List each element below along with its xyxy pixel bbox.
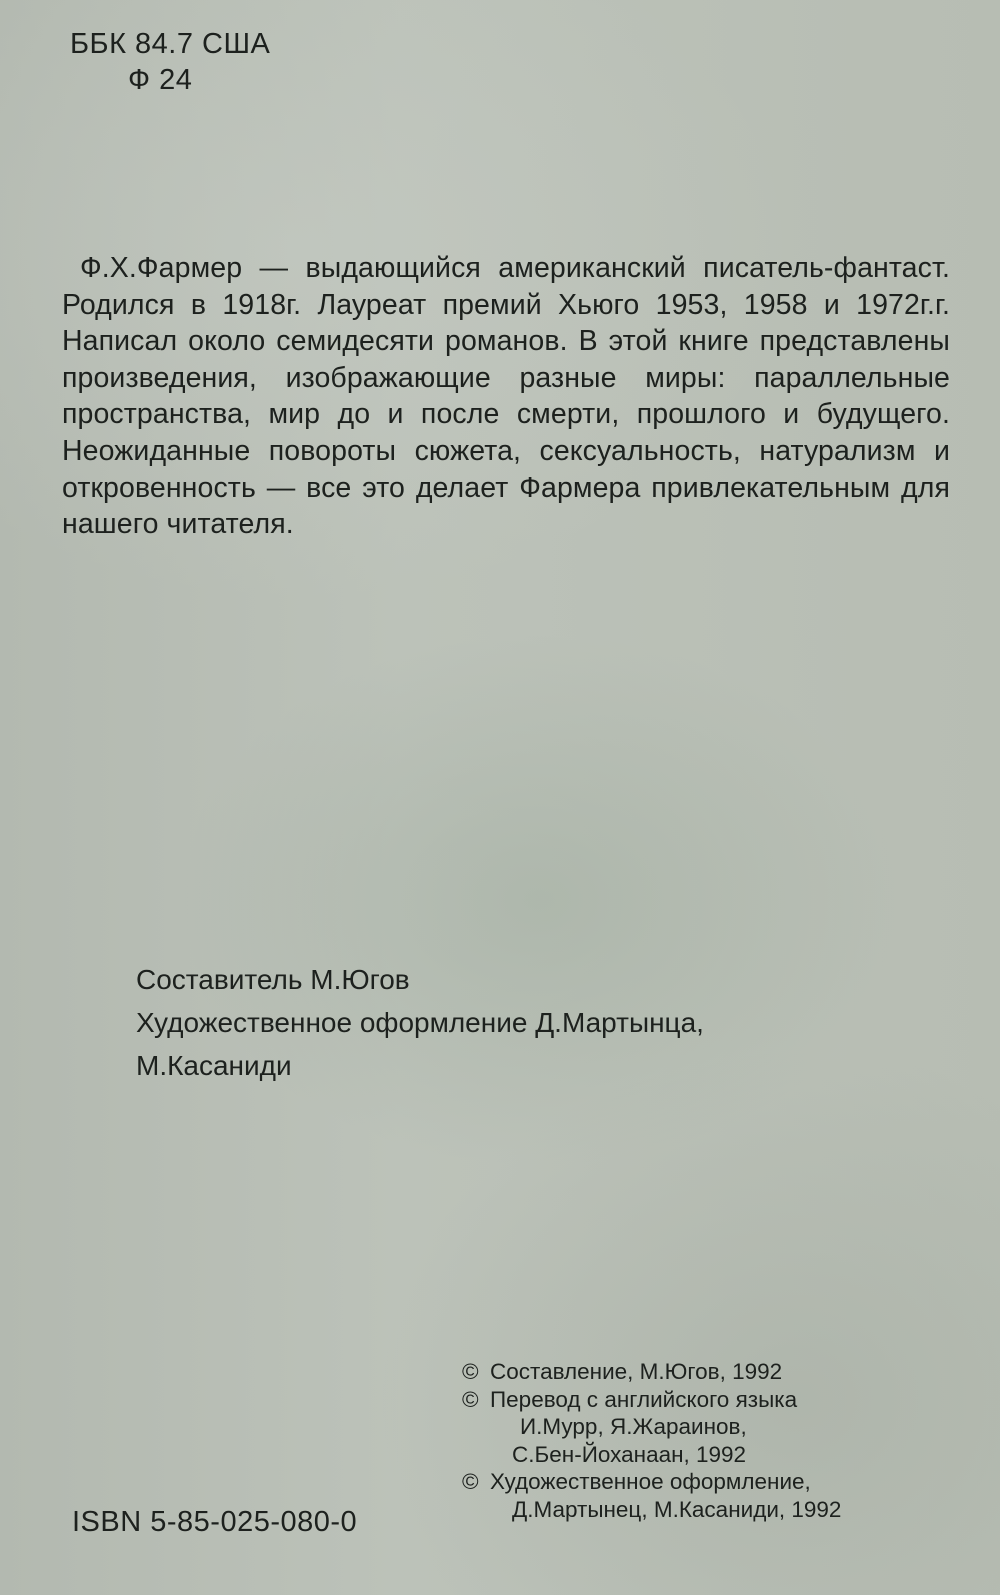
copyright-design-text: Художественное оформление, — [490, 1469, 811, 1494]
copyright-compilation-text: Составление, М.Югов, 1992 — [490, 1359, 783, 1384]
copyright-icon: © — [462, 1359, 479, 1384]
copyright-icon: © — [462, 1469, 479, 1494]
bbk-code: ББК 84.7 США — [70, 28, 271, 60]
annotation-block — [62, 250, 950, 543]
isbn-number: ISBN 5-85-025-080-0 — [72, 1506, 358, 1538]
copyright-designers: Д.Мартынец, М.Касаниди, 1992 — [512, 1496, 842, 1522]
design-credit-line2: М.Касаниди — [136, 1050, 292, 1081]
copyright-translators-line2: С.Бен-Йоханаан, 1992 — [512, 1441, 747, 1467]
design-credit-line1: Художественное оформление Д.Мартынца, — [136, 1007, 704, 1038]
copyright-block — [462, 1358, 841, 1523]
copyright-translation-text: Перевод с английского языка — [490, 1386, 798, 1412]
copyright-design — [462, 1468, 841, 1496]
copyright-icon: © — [462, 1386, 479, 1412]
copyright-translators-line1: И.Мурр, Я.Жараинов, — [520, 1414, 747, 1439]
bbk-classification — [70, 26, 270, 98]
copyright-translation — [462, 1386, 841, 1414]
credits-block — [136, 958, 704, 1087]
compiler-credit: Составитель М.Югов — [136, 964, 410, 995]
author-mark: Ф 24 — [128, 64, 193, 96]
copyright-compilation — [462, 1358, 841, 1386]
annotation-text: Ф.Х.Фармер — выдающийся американский писатель-фантаст. Родился в 1918г. Лауреат премий Хьюго 1953, 1958 и 1972г.г. Написал около семидесяти романов. В этой книге представлены произведения, изображающие разные миры: параллельные пространства, мир до и после смерти, прошлого и будущего. Неожиданные повороты сюжета, сексуальность, натурализм и откровенность — все это делает Фармера привлекательным для нашего читателя. — [62, 252, 950, 541]
